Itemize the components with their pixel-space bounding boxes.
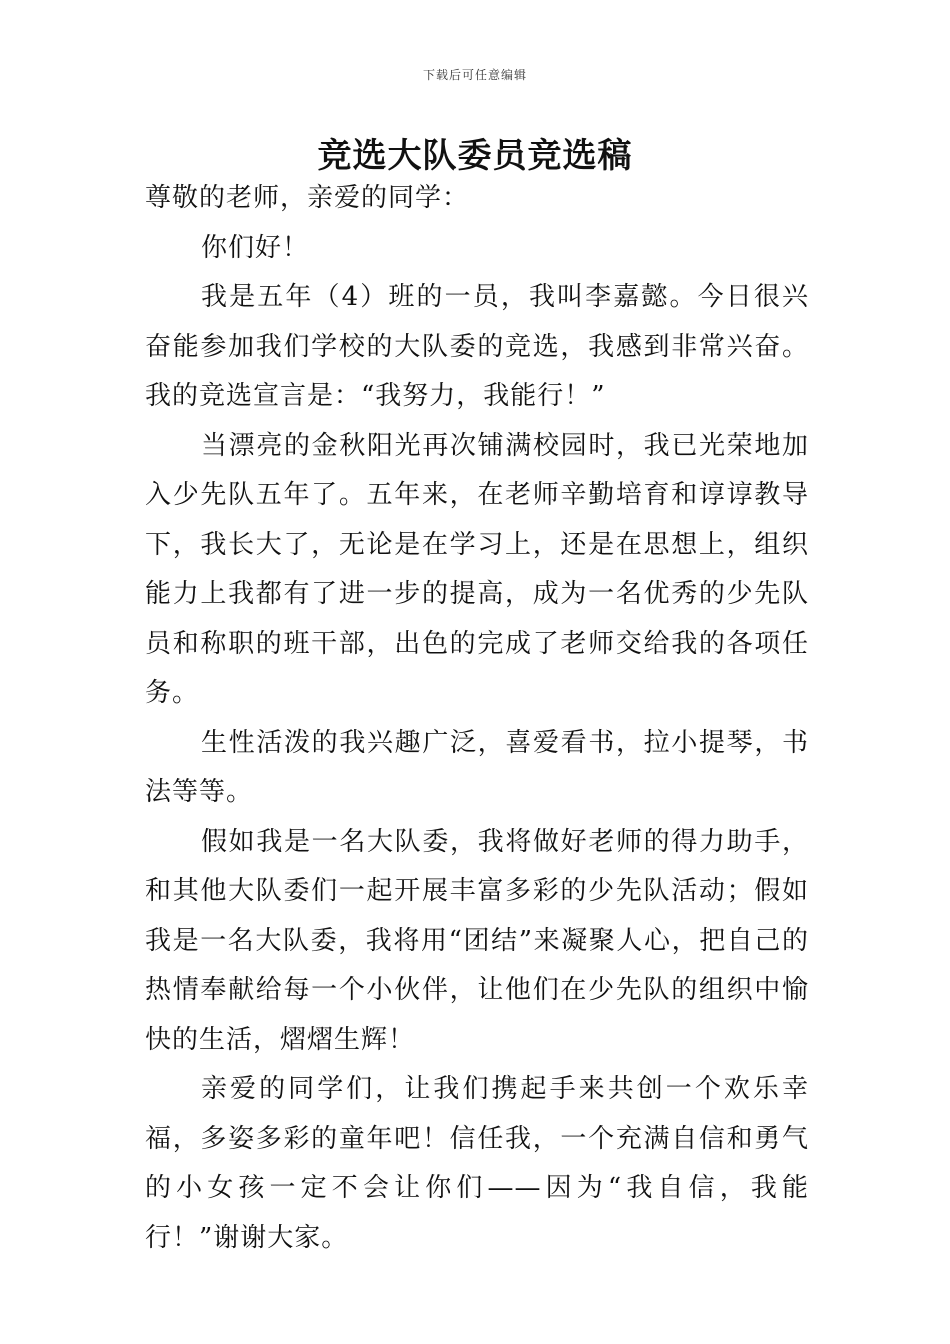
salutation: 尊敬的老师，亲爱的同学： bbox=[145, 183, 470, 213]
paragraph-closing: 亲爱的同学们，让我们携起手来共创一个欢乐幸福，多姿多彩的童年吧！信任我，一个充满自信和勇气的小女孩一定不会让你们——因为“我自信，我能行！”谢谢大家。 bbox=[145, 1074, 809, 1253]
paragraph-interests: 生性活泼的我兴趣广泛，喜爱看书，拉小提琴，书法等等。 bbox=[145, 727, 809, 807]
document-body bbox=[145, 174, 809, 1263]
paragraph-greeting: 你们好！ bbox=[201, 232, 310, 263]
paragraph-introduction: 我是五年（4）班的一员，我叫李嘉懿。今日很兴奋能参加我们学校的大队委的竞选，我感到非常兴奋。我的竞选宣言是：“我努力，我能行！” bbox=[145, 282, 809, 411]
paragraph-promises: 假如我是一名大队委，我将做好老师的得力助手，和其他大队委们一起开展丰富多彩的少先队活动；假如我是一名大队委，我将用“团结”来凝聚人心，把自己的热情奉献给每一个小伙伴，让他们在少先队的组织中愉快的生活，熠熠生辉！ bbox=[145, 826, 809, 1055]
header-note: 下载后可任意编辑 bbox=[422, 68, 527, 82]
document-title: 竞选大队委员竞选稿 bbox=[317, 136, 633, 176]
paragraph-experience: 当漂亮的金秋阳光再次铺满校园时，我已光荣地加入少先队五年了。五年来，在老师辛勤培育和谆谆教导下，我长大了，无论是在学习上，还是在思想上，组织能力上我都有了进一步的提高，成为一名优秀的少先队员和称职的班干部，出色的完成了老师交给我的各项任务。 bbox=[145, 430, 809, 708]
